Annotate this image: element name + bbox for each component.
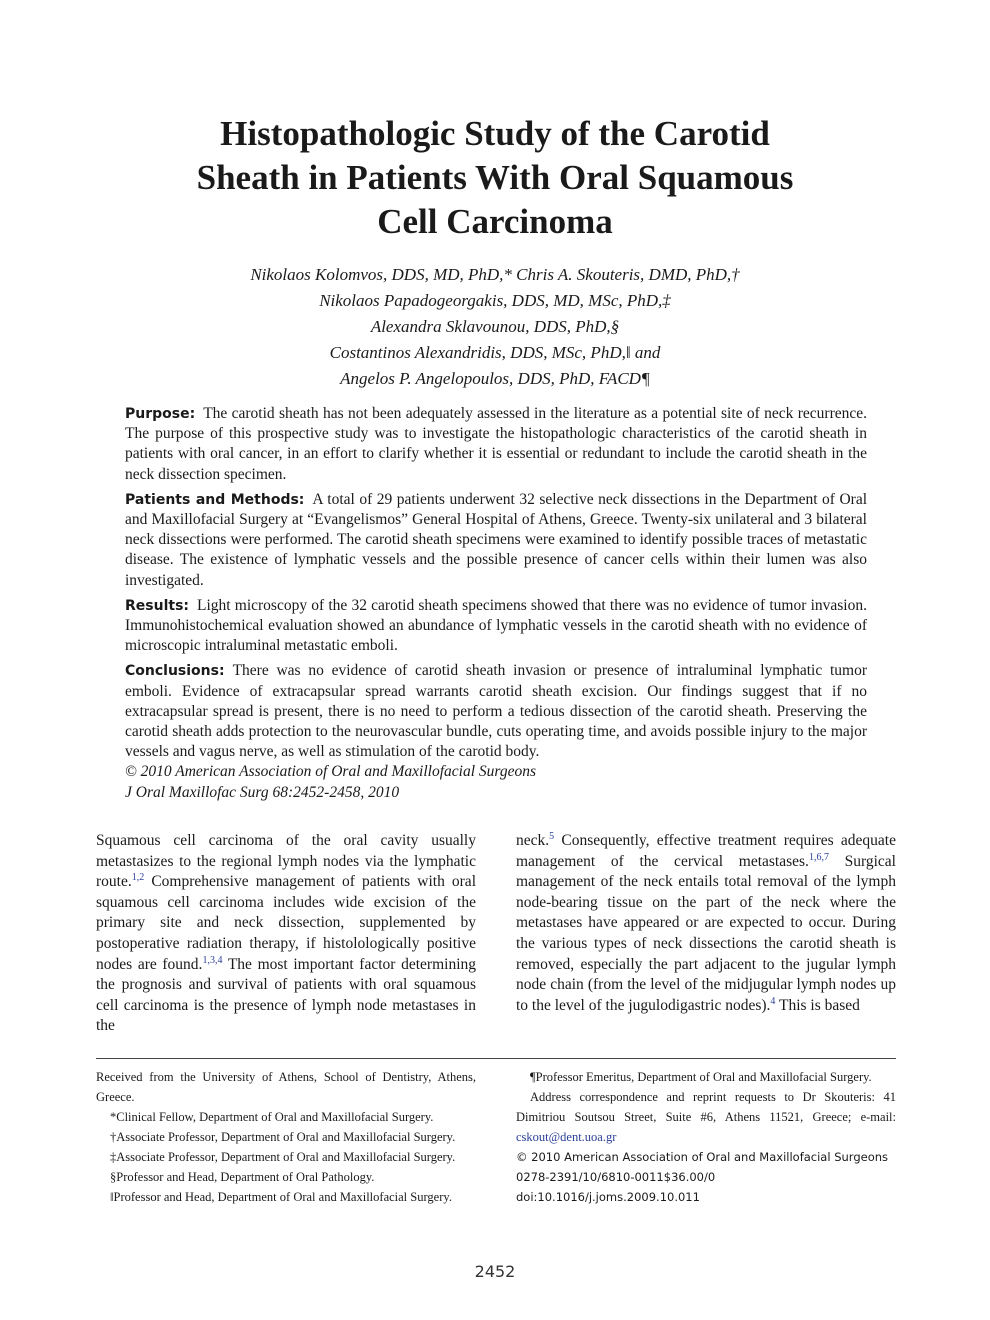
body-text: Consequently, effective treatment requires adequate management of the cervical metastases. xyxy=(516,832,896,870)
address-text: Address correspondence and reprint requests to Dr Skouteris: 41 Dimitriou Soutsou Street, Suite #6, Athens 11521, Greece; e-mail: xyxy=(516,1090,896,1124)
footnote: ‖Professor and Head, Department of Oral and Maxillofacial Surgery. xyxy=(110,1190,452,1204)
section-text: A total of 29 patients underwent 32 selective neck dissections in the Department of Oral and Maxillofacial Surgery at “Evangelismos” General Hospital of Athens, Greece. Twenty-six unilateral and 3 bilateral neck dissections were performed. The carotid sheath specimens were examined to identify possible traces of metastatic disease. The existence of lymphatic vessels and the possible presence of cancer cells within their lumen was also investigated. xyxy=(125,490,868,589)
abstract-purpose xyxy=(125,404,867,485)
issn-code: 0278-2391/10/6810-0011$36.00/0 xyxy=(516,1170,716,1184)
footnote: †Associate Professor, Department of Oral and Maxillofacial Surgery. xyxy=(110,1130,456,1144)
author-line: Nikolaos Kolomvos, DDS, MD, PhD,* Chris A. Skouteris, DMD, PhD,† xyxy=(250,265,740,284)
body-column-left xyxy=(96,831,476,1037)
reference-link[interactable]: 1,2 xyxy=(131,872,145,884)
section-label: Purpose: xyxy=(125,406,196,422)
author-line: Angelos P. Angelopoulos, DDS, PhD, FACD¶ xyxy=(340,369,650,388)
body-column-right xyxy=(516,831,896,1016)
footnote: ‡Associate Professor, Department of Oral and Maxillofacial Surgery. xyxy=(110,1150,456,1164)
section-label: Results: xyxy=(125,597,189,614)
reference-link[interactable]: 1,3,4 xyxy=(202,954,223,966)
journal-citation: J Oral Maxillofac Surg 68:2452-2458, 2010 xyxy=(125,783,400,801)
doi[interactable]: doi:10.1016/j.joms.2009.10.011 xyxy=(516,1190,700,1204)
title-line: Cell Carcinoma xyxy=(377,202,613,241)
abstract-conclusions xyxy=(125,661,867,762)
page-number: 2452 xyxy=(474,1262,516,1281)
title-line: Sheath in Patients With Oral Squamous xyxy=(196,158,794,197)
author-list xyxy=(95,262,895,392)
body-text: Squamous cell carcinoma of the oral cavity usually metastasizes to the regional lymph nodes via the lymphatic route. xyxy=(96,832,476,891)
abstract-methods xyxy=(125,490,867,591)
reference-link[interactable]: 4 xyxy=(770,995,776,1007)
abstract-results xyxy=(125,596,867,657)
email-link[interactable]: cskout@dent.uoa.gr xyxy=(516,1130,617,1144)
section-text: There was no evidence of carotid sheath invasion or presence of intraluminal lymphatic tumor emboli. Evidence of extracapsular spread warrants carotid sheath excision. Our findings suggest that if no extracapsular spread is present, there is no need to perform a tedious dissection of the carotid sheath. Preserving the carotid sheath adds protection to the neurovascular bundle, cuts operating time, and avoids possible injury to the major vessels and vagus nerve, as well as stimulation of the carotid body. xyxy=(125,662,867,761)
section-label: Patients and Methods: xyxy=(125,491,305,508)
footnote-divider xyxy=(96,1058,896,1059)
abstract-copyright: © 2010 American Association of Oral and Maxillofacial Surgeons xyxy=(125,763,537,781)
section-label: Conclusions: xyxy=(125,663,225,680)
body-text: Surgical management of the neck entails total removal of the lymph node-bearing tissue on the part of the neck where the metastases have appeared or are expected to occur. During the various types of neck dissections the carotid sheath is removed, especially the part adjacent to the jugular lymph node chain (from the level of the midjugular lymph nodes up to the level of the jugulodigastric nodes). xyxy=(516,852,896,1014)
footnote: Received from the University of Athens, School of Dentistry, Athens, Greece. xyxy=(96,1070,476,1104)
footnotes-left xyxy=(96,1067,476,1207)
section-text: The carotid sheath has not been adequately assessed in the literature as a potential site of neck recurrence. The purpose of this prospective study was to investigate the histopathologic characteristics of the carotid sheath in patients with oral cancer, in an effort to clarify whether it is essential or redundant to include the carotid sheath in the neck dissection specimen. xyxy=(125,405,867,483)
title-line: Histopathologic Study of the Carotid xyxy=(220,114,770,153)
author-line: Costantinos Alexandridis, DDS, MSc, PhD,‖ and xyxy=(329,343,661,362)
correspondence-address xyxy=(516,1087,896,1147)
reference-link[interactable]: 1,6,7 xyxy=(808,851,829,863)
author-line: Nikolaos Papadogeorgakis, DDS, MD, MSc, PhD,‡ xyxy=(319,291,671,310)
footnote: §Professor and Head, Department of Oral Pathology. xyxy=(110,1170,375,1184)
section-text: Light microscopy of the 32 carotid sheath specimens showed that there was no evidence of tumor invasion. Immunohistochemical evaluation showed an abundance of lymphatic vessels in the carotid sheath with no evidence of microscopic intraluminal metastatic emboli. xyxy=(125,596,867,655)
footnotes-right xyxy=(516,1067,896,1207)
reference-link[interactable]: 5 xyxy=(549,830,555,842)
footnote-copyright: © 2010 American Association of Oral and Maxillofacial Surgeons xyxy=(516,1150,889,1164)
body-text: Comprehensive management of patients with oral squamous cell carcinoma includes wide excision of the primary site and neck dissection, supplemented by postoperative radiation therapy, if histolologically positive nodes are found. xyxy=(96,873,476,973)
body-paragraph xyxy=(516,831,896,1016)
author-line: Alexandra Sklavounou, DDS, PhD,§ xyxy=(370,317,620,336)
body-paragraph xyxy=(96,831,476,1037)
footnote: ¶Professor Emeritus, Department of Oral and Maxillofacial Surgery. xyxy=(530,1070,872,1084)
body-text: neck. xyxy=(516,832,550,849)
footnote: *Clinical Fellow, Department of Oral and Maxillofacial Surgery. xyxy=(110,1110,434,1124)
body-text: The most important factor determining the prognosis and survival of patients with oral squamous cell carcinoma is the presence of lymph node metastases in the xyxy=(96,955,476,1035)
body-text: This is based xyxy=(775,996,860,1014)
abstract xyxy=(125,404,867,803)
article-title xyxy=(95,112,895,244)
